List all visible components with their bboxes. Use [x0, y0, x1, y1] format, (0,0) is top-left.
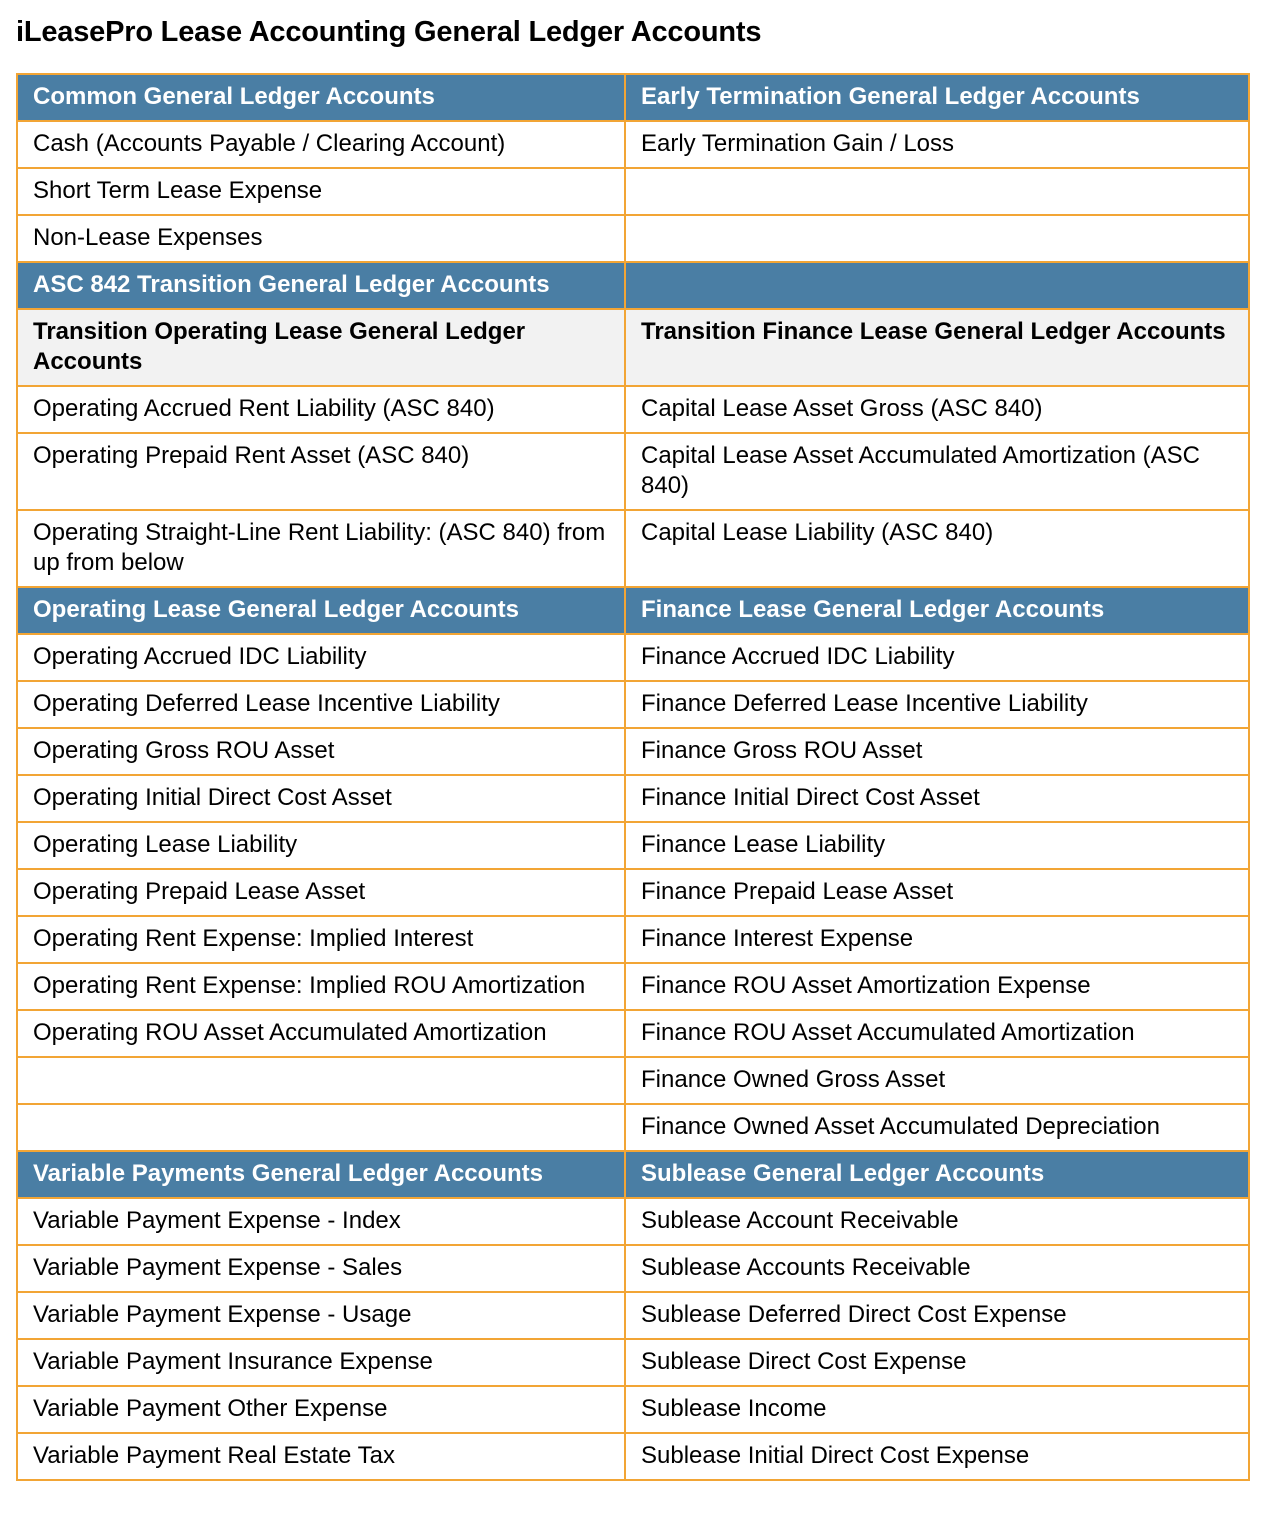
header-cell-right: Early Termination General Ledger Accounts — [625, 74, 1249, 121]
account-name-cell-right: Finance ROU Asset Accumulated Amortization — [625, 1010, 1249, 1057]
account-name-cell-left: Variable Payment Other Expense — [17, 1386, 625, 1433]
account-name-cell-left: Short Term Lease Expense — [17, 168, 625, 215]
header-cell-right: Finance Lease General Ledger Accounts — [625, 587, 1249, 634]
gl-accounts-table — [16, 73, 1250, 1481]
account-name-cell-right: Finance Initial Direct Cost Asset — [625, 775, 1249, 822]
section-header-row — [17, 74, 1249, 121]
account-name-cell-left: Operating Accrued IDC Liability — [17, 634, 625, 681]
account-row — [17, 1198, 1249, 1245]
account-name-cell-right: Finance ROU Asset Amortization Expense — [625, 963, 1249, 1010]
account-row — [17, 386, 1249, 433]
account-row — [17, 121, 1249, 168]
account-name-cell-left: Operating Deferred Lease Incentive Liability — [17, 681, 625, 728]
section-header-row — [17, 587, 1249, 634]
header-cell-left: Variable Payments General Ledger Accounts — [17, 1151, 625, 1198]
account-name-cell-left: Operating Initial Direct Cost Asset — [17, 775, 625, 822]
account-name-cell-right: Early Termination Gain / Loss — [625, 121, 1249, 168]
account-name-cell-left: Variable Payment Insurance Expense — [17, 1339, 625, 1386]
header-cell-right: Sublease General Ledger Accounts — [625, 1151, 1249, 1198]
account-row — [17, 1433, 1249, 1480]
account-name-cell-right: Finance Lease Liability — [625, 822, 1249, 869]
header-cell-left: Operating Lease General Ledger Accounts — [17, 587, 625, 634]
account-name-cell-left: Variable Payment Expense - Index — [17, 1198, 625, 1245]
account-row — [17, 822, 1249, 869]
account-name-cell-left: Operating Rent Expense: Implied ROU Amortization — [17, 963, 625, 1010]
account-name-cell-right: Sublease Accounts Receivable — [625, 1245, 1249, 1292]
account-name-cell-left: Cash (Accounts Payable / Clearing Account) — [17, 121, 625, 168]
account-row — [17, 215, 1249, 262]
account-row — [17, 1104, 1249, 1151]
account-row — [17, 168, 1249, 215]
account-name-cell-left: Non-Lease Expenses — [17, 215, 625, 262]
account-row — [17, 869, 1249, 916]
account-name-cell-left — [17, 1057, 625, 1104]
account-row — [17, 510, 1249, 587]
account-row — [17, 433, 1249, 510]
account-row — [17, 1010, 1249, 1057]
account-row — [17, 916, 1249, 963]
account-name-cell-right: Sublease Initial Direct Cost Expense — [625, 1433, 1249, 1480]
header-cell-left: Transition Operating Lease General Ledger Accounts — [17, 309, 625, 386]
account-name-cell-left — [17, 1104, 625, 1151]
account-name-cell-left: Operating Prepaid Lease Asset — [17, 869, 625, 916]
account-row — [17, 775, 1249, 822]
section-header-row — [17, 262, 1249, 309]
account-row — [17, 1245, 1249, 1292]
account-name-cell-left: Operating Rent Expense: Implied Interest — [17, 916, 625, 963]
account-name-cell-right: Finance Deferred Lease Incentive Liability — [625, 681, 1249, 728]
account-row — [17, 1057, 1249, 1104]
account-name-cell-left: Operating Prepaid Rent Asset (ASC 840) — [17, 433, 625, 510]
header-cell-right: Transition Finance Lease General Ledger Accounts — [625, 309, 1249, 386]
account-name-cell-right: Finance Prepaid Lease Asset — [625, 869, 1249, 916]
account-name-cell-left: Variable Payment Expense - Usage — [17, 1292, 625, 1339]
account-name-cell-right: Finance Owned Gross Asset — [625, 1057, 1249, 1104]
account-name-cell-left: Variable Payment Real Estate Tax — [17, 1433, 625, 1480]
header-cell-right — [625, 262, 1249, 309]
account-row — [17, 1386, 1249, 1433]
account-row — [17, 681, 1249, 728]
gl-accounts-table-body — [17, 74, 1249, 1480]
account-row — [17, 728, 1249, 775]
account-row — [17, 634, 1249, 681]
account-name-cell-right: Finance Accrued IDC Liability — [625, 634, 1249, 681]
account-row — [17, 963, 1249, 1010]
account-name-cell-left: Operating Lease Liability — [17, 822, 625, 869]
account-name-cell-right: Capital Lease Liability (ASC 840) — [625, 510, 1249, 587]
account-name-cell-left: Operating Straight-Line Rent Liability: (ASC 840) from up from below — [17, 510, 625, 587]
account-name-cell-right: Sublease Income — [625, 1386, 1249, 1433]
account-name-cell-left: Operating ROU Asset Accumulated Amortization — [17, 1010, 625, 1057]
account-name-cell-right: Sublease Direct Cost Expense — [625, 1339, 1249, 1386]
document-title: iLeasePro Lease Accounting General Ledger Accounts — [16, 16, 762, 48]
account-name-cell-right: Capital Lease Asset Accumulated Amortization (ASC 840) — [625, 433, 1249, 510]
section-header-row — [17, 1151, 1249, 1198]
subsection-header-row — [17, 309, 1249, 386]
account-name-cell-right — [625, 215, 1249, 262]
account-name-cell-right: Finance Owned Asset Accumulated Depreciation — [625, 1104, 1249, 1151]
account-name-cell-left: Operating Gross ROU Asset — [17, 728, 625, 775]
account-name-cell-left: Variable Payment Expense - Sales — [17, 1245, 625, 1292]
account-name-cell-left: Operating Accrued Rent Liability (ASC 840) — [17, 386, 625, 433]
account-row — [17, 1292, 1249, 1339]
account-name-cell-right: Sublease Deferred Direct Cost Expense — [625, 1292, 1249, 1339]
account-name-cell-right: Finance Interest Expense — [625, 916, 1249, 963]
header-cell-left: ASC 842 Transition General Ledger Accounts — [17, 262, 625, 309]
account-name-cell-right: Finance Gross ROU Asset — [625, 728, 1249, 775]
account-name-cell-right — [625, 168, 1249, 215]
account-name-cell-right: Capital Lease Asset Gross (ASC 840) — [625, 386, 1249, 433]
account-name-cell-right: Sublease Account Receivable — [625, 1198, 1249, 1245]
account-row — [17, 1339, 1249, 1386]
header-cell-left: Common General Ledger Accounts — [17, 74, 625, 121]
